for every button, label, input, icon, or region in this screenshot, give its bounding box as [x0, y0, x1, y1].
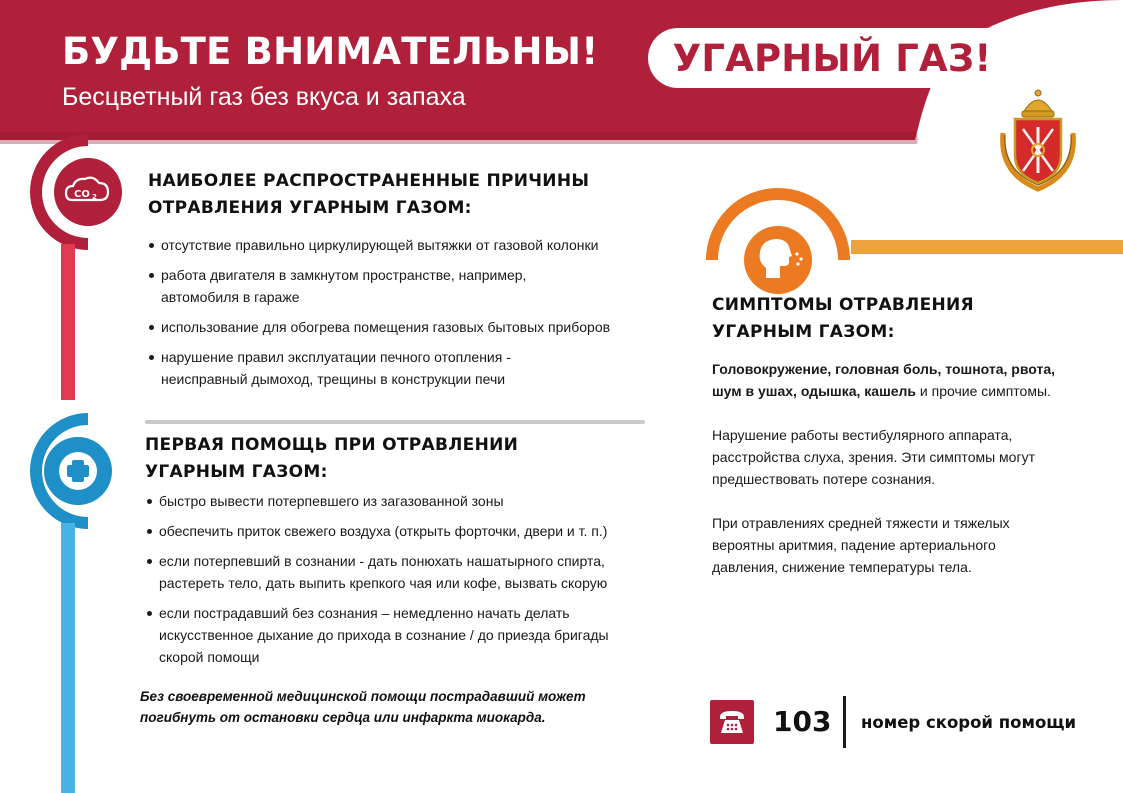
symptoms-heading: СИМПТОМЫ ОТРАВЛЕНИЯ УГАРНЫМ ГАЗОМ:: [712, 295, 974, 342]
list-item: обеспечить приток свежего воздуха (открыть форточки, двери и т. п.): [143, 520, 663, 542]
page-title: БУДЬТЕ ВНИМАТЕЛЬНЫ!: [62, 30, 599, 73]
vertical-separator: [843, 696, 846, 748]
left-timeline-decoration: [0, 130, 140, 793]
list-item: быстро вывести потерпевшего из загазованной зоны: [143, 490, 663, 512]
first-aid-list: [143, 490, 663, 668]
list-item: работа двигателя в замкнутом пространстве, например, автомобиля в гараже: [145, 264, 561, 308]
telephone-icon: [717, 707, 747, 737]
title-highlight: УГАРНЫЙ ГАЗ!: [672, 36, 992, 80]
symptoms-body: [712, 358, 1082, 578]
page-subtitle: Бесцветный газ без вкуса и запаха: [62, 83, 466, 111]
section-divider: [145, 420, 645, 424]
symptoms-paragraph-3: При отравлениях средней тяжести и тяжелых вероятны аритмия, падение артериального давления, снижение температуры тела.: [712, 515, 1010, 575]
medical-cross-icon: [59, 452, 97, 490]
list-item: если пострадавший без сознания – немедленно начать делать искусственное дыхание до прихода в сознание / до приезда бригады скорой помощи: [143, 602, 649, 668]
tula-coat-of-arms-icon: [993, 85, 1083, 195]
warning-note: Без своевременной медицинской помощи пострадавший может погибнуть от остановки сердца или инфаркта миокарда.: [140, 689, 586, 725]
svg-text:CO: CO: [74, 189, 90, 200]
first-aid-heading: ПЕРВАЯ ПОМОЩЬ ПРИ ОТРАВЛЕНИИ УГАРНЫМ ГАЗОМ:: [145, 435, 519, 482]
causes-list: [145, 234, 665, 390]
list-item: нарушение правил эксплуатации печного отопления - неисправный дымоход, трещины в конструкции печи: [145, 346, 581, 390]
symptoms-paragraph-2: Нарушение работы вестибулярного аппарата, расстройства слуха, зрения. Эти симптомы могут предшествовать потере сознания.: [712, 427, 1035, 487]
list-item: если потерпевший в сознании - дать понюхать нашатырного спирта, растереть тело, дать выпить крепкого чая или кофе, вызвать скорую: [143, 550, 659, 594]
symptoms-decoration: [706, 182, 1123, 302]
list-item: отсутствие правильно циркулирующей вытяжки от газовой колонки: [145, 234, 665, 256]
list-item: использование для обогрева помещения газовых бытовых приборов: [145, 316, 665, 338]
title-highlight-pill: [648, 28, 1016, 88]
emergency-number: 103: [773, 705, 832, 738]
emergency-label: номер скорой помощи: [861, 713, 1077, 732]
causes-heading: НАИБОЛЕЕ РАСПРОСТРАНЕННЫЕ ПРИЧИНЫ ОТРАВЛЕНИЯ УГАРНЫМ ГАЗОМ:: [148, 171, 590, 218]
symptoms-paragraph-1: Головокружение, головная боль, тошнота, рвота, шум в ушах, одышка, кашель и прочие симптомы.: [712, 361, 1055, 399]
phone-icon-box: [710, 700, 754, 744]
svg-text:2: 2: [92, 193, 97, 201]
